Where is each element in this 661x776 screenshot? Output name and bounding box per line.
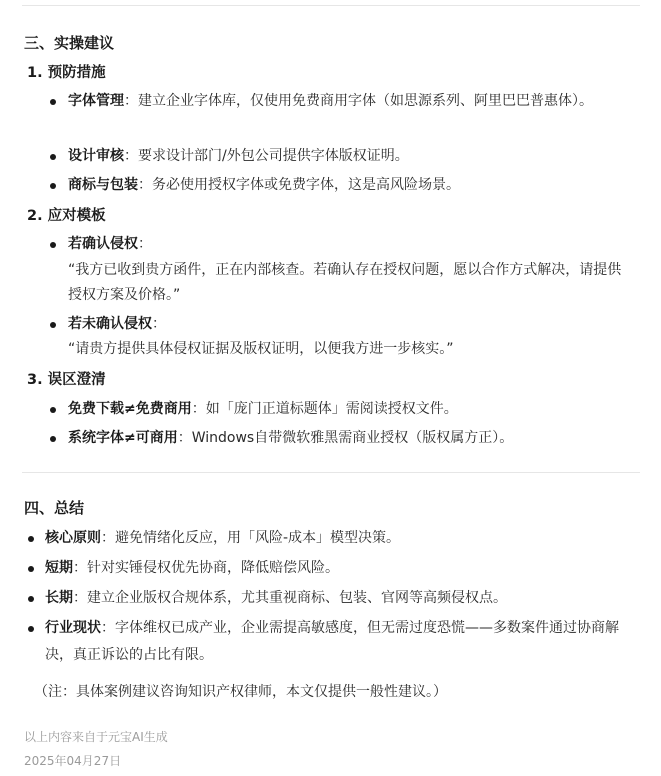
list-item [50,172,634,199]
item-text: ：如「庞门正道标题体」需阅读授权文件。 [191,401,458,417]
subheading-prevention: 1. 预防措施 [27,65,106,81]
list-item [50,396,634,423]
item-text: ：针对实锤侵权优先协商，降低赔偿风险。 [73,560,339,576]
bullet-icon [28,536,34,542]
list-item [28,525,638,552]
item-text: ：字体维权已成产业，企业需提高敏感度，但无需过度恐慌——多数案件通过协商解决，真正诉讼的占比有限。 [45,620,619,663]
bullet-icon [28,626,34,632]
item-term: 若确认侵权 [68,236,138,252]
list-item [50,88,634,115]
item-term: 核心原则 [45,530,101,546]
item-text: ：Windows自带微软雅黑需商业授权（版权属方正）。 [177,430,514,446]
top-divider [22,5,640,6]
item-text: ：避免情绪化反应，用「风险-成本」模型决策。 [101,530,401,546]
section-heading-summary: 四、总结 [24,499,85,517]
item-term: 若未确认侵权 [68,316,152,332]
subheading-misconceptions: 3. 误区澄清 [27,372,106,388]
list-item [50,143,634,170]
ai-source-label: 以上内容来自于元宝AI生成 [24,730,168,744]
response-quote: “请贵方提供具体侵权证据及版权证明，以便我方进一步核实。” [68,341,454,357]
bullet-icon [28,596,34,602]
item-text: ：务必使用授权字体或免费字体，这是高风险场景。 [138,177,460,193]
bullet-icon [50,436,56,442]
bullet-icon [50,242,56,248]
list-item [28,555,638,582]
item-term: 长期 [45,590,73,606]
list-item [50,311,634,338]
bullet-icon [50,407,56,413]
item-text: ：建立企业字体库，仅使用免费商用字体（如思源系列、阿里巴巴普惠体）。 [124,93,593,109]
list-item [28,585,638,612]
bullet-icon [50,183,56,189]
item-text: ： [152,316,166,332]
section-heading-practical-advice: 三、实操建议 [24,34,115,52]
section-divider [22,472,640,473]
item-term: 商标与包装 [68,177,138,193]
item-text: ：要求设计部门/外包公司提供字体版权证明。 [124,148,409,164]
item-term: 系统字体≠可商用 [68,430,178,446]
item-text: ：建立企业版权合规体系，尤其重视商标、包装、官网等高频侵权点。 [73,590,507,606]
list-item [50,425,634,452]
bullet-icon [50,99,56,105]
item-term: 设计审核 [68,148,124,164]
disclaimer-note: （注：具体案例建议咨询知识产权律师，本文仅提供一般性建议。） [34,684,447,700]
item-text: ： [138,236,152,252]
list-item [28,615,638,669]
item-term: 字体管理 [68,93,124,109]
bullet-icon [50,154,56,160]
bullet-icon [28,566,34,572]
response-quote: “我方已收到贵方函件，正在内部核查。若确认存在授权问题，愿以合作方式解决，请提供授权方案及价格。” [68,262,622,303]
generated-date: 2025年04月27日 [24,754,122,768]
subheading-response-template: 2. 应对模板 [27,208,106,224]
list-item [50,231,634,258]
bullet-icon [50,322,56,328]
item-term: 免费下载≠免费商用 [68,401,192,417]
item-term: 短期 [45,560,73,576]
item-term: 行业现状 [45,620,101,636]
